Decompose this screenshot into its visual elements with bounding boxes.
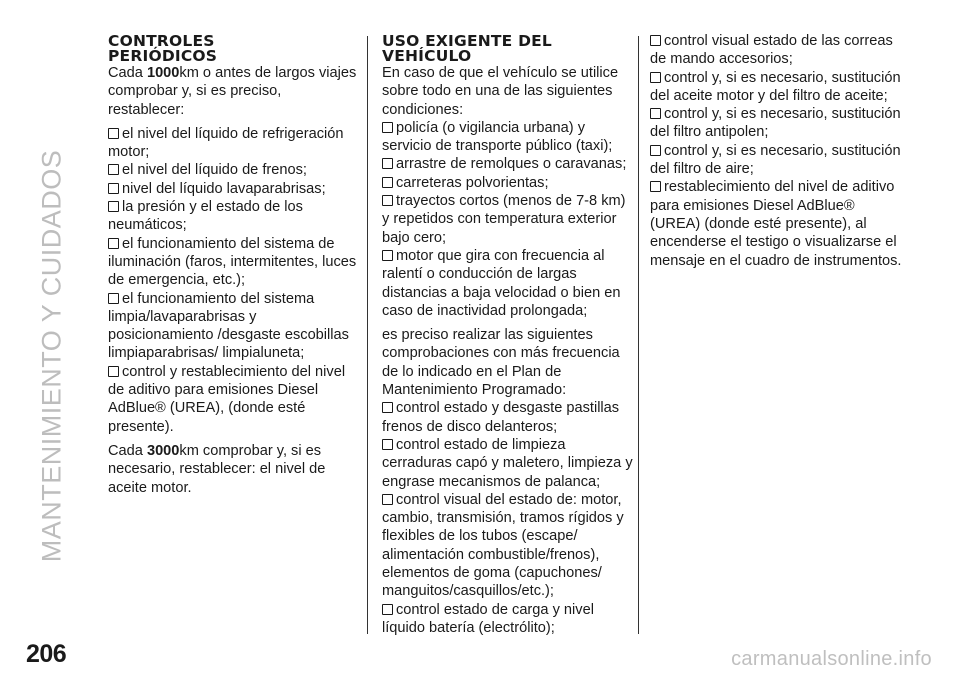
- column-divider: [638, 36, 639, 634]
- list-item: el funcionamiento del sistema limpia/lavaparabrisas y posicionamiento /desgaste escobillas limpiaparabrisas/ limpialuneta;: [108, 290, 349, 362]
- list-item: control y, si es necesario, sustitución del aceite motor y del filtro de aceite;: [650, 69, 901, 104]
- list-item: restablecimiento del nivel de aditivo para emisiones Diesel AdBlue® (UREA) (donde esté presente), al encenderse el testigo o visualizarse el mensaje en el cuadro de instrumentos.: [650, 179, 902, 269]
- chapter-side-title-text: MANTENIMIENTO Y CUIDADOS: [36, 149, 67, 563]
- checkbox-icon: [382, 604, 393, 615]
- column-demanding-use: [382, 34, 635, 637]
- list-item: carreteras polvorientas;: [382, 174, 635, 192]
- km-value: 3000: [146, 442, 180, 459]
- checkbox-icon: [650, 145, 661, 156]
- list-item: el nivel del líquido de refrigeración motor;: [108, 125, 344, 161]
- list-item: motor que gira con frecuencia al ralentí o conducción de largas distancias a baja velocidad o bien en caso de inactividad prolongada;: [382, 247, 621, 319]
- list-item: nivel del líquido lavaparabrisas;: [108, 180, 361, 198]
- checkbox-icon: [382, 122, 393, 133]
- periodic-intro: Cada 1000km o antes de largos viajes comprobar y, si es preciso, restablecer:: [108, 65, 357, 118]
- periodic-second: Cada 3000km comprobar y, si es necesario, restablecer: el nivel de aceite motor.: [108, 442, 326, 496]
- demanding-middle: es preciso realizar las siguientes comprobaciones con más frecuencia de lo indicado en el Plan de Mantenimiento Programado:: [382, 327, 620, 399]
- checkbox-icon: [650, 181, 661, 192]
- checkbox-icon: [108, 201, 119, 212]
- checkbox-icon: [108, 293, 119, 304]
- list-item: trayectos cortos (menos de 7-8 km) y repetidos con temperatura exterior bajo cero;: [382, 193, 626, 246]
- section-heading-periodic-checks: CONTROLES PERIÓDICOS: [108, 32, 218, 65]
- checkbox-icon: [382, 402, 393, 413]
- list-item: control visual del estado de: motor, cambio, transmisión, tramos rígidos y flexibles de los tubos (escape/ alimentación combustible/frenos), elementos de goma (capuchones/ manguitos/casquillos/etc.);: [382, 491, 624, 600]
- list-item: control estado de limpieza cerraduras capó y maletero, limpieza y engrase mecanismos de palanca;: [382, 436, 633, 490]
- checkbox-icon: [108, 238, 119, 249]
- km-value: 1000: [146, 65, 180, 81]
- checkbox-icon: [382, 158, 393, 169]
- checkbox-icon: [382, 494, 393, 505]
- column-divider: [367, 36, 368, 634]
- checkbox-icon: [108, 183, 119, 194]
- demanding-intro: En caso de que el vehículo se utilice sobre todo en una de las siguientes condiciones:: [382, 65, 619, 118]
- list-item: control visual estado de las correas de mando accesorios;: [650, 33, 893, 68]
- list-item: control estado y desgaste pastillas frenos de disco delanteros;: [382, 400, 620, 435]
- page-number: 206: [26, 640, 67, 668]
- checkbox-icon: [382, 439, 393, 450]
- list-item: control y restablecimiento del nivel de aditivo para emisiones Diesel AdBlue® (UREA), (donde esté presente).: [108, 363, 346, 435]
- column-demanding-use-continued: [650, 32, 903, 270]
- checkbox-icon: [108, 164, 119, 175]
- column-periodic-checks: [108, 34, 361, 503]
- checkbox-icon: [650, 72, 661, 83]
- list-item: el funcionamiento del sistema de iluminación (faros, intermitentes, luces de emergencia, etc.);: [108, 235, 357, 289]
- list-item: arrastre de remolques o caravanas;: [382, 155, 635, 173]
- list-item: el nivel del líquido de frenos;: [108, 161, 361, 179]
- checkbox-icon: [382, 195, 393, 206]
- list-item: policía (o vigilancia urbana) y servicio de transporte público (taxi);: [382, 119, 613, 155]
- checkbox-icon: [650, 35, 661, 46]
- checkbox-icon: [382, 250, 393, 261]
- list-item: control y, si es necesario, sustitución del filtro de aire;: [650, 142, 901, 178]
- checkbox-icon: [108, 128, 119, 139]
- list-item: control estado de carga y nivel líquido batería (electrólito);: [382, 601, 594, 636]
- checkbox-icon: [650, 108, 661, 119]
- list-item: control y, si es necesario, sustitución del filtro antipolen;: [650, 106, 901, 141]
- watermark-text: carmanualsonline.info: [731, 648, 932, 670]
- checkbox-icon: [108, 366, 119, 377]
- list-item: la presión y el estado de los neumáticos;: [108, 199, 303, 234]
- checkbox-icon: [382, 177, 393, 188]
- section-heading-demanding-use: USO EXIGENTE DEL VEHÍCULO: [382, 32, 552, 65]
